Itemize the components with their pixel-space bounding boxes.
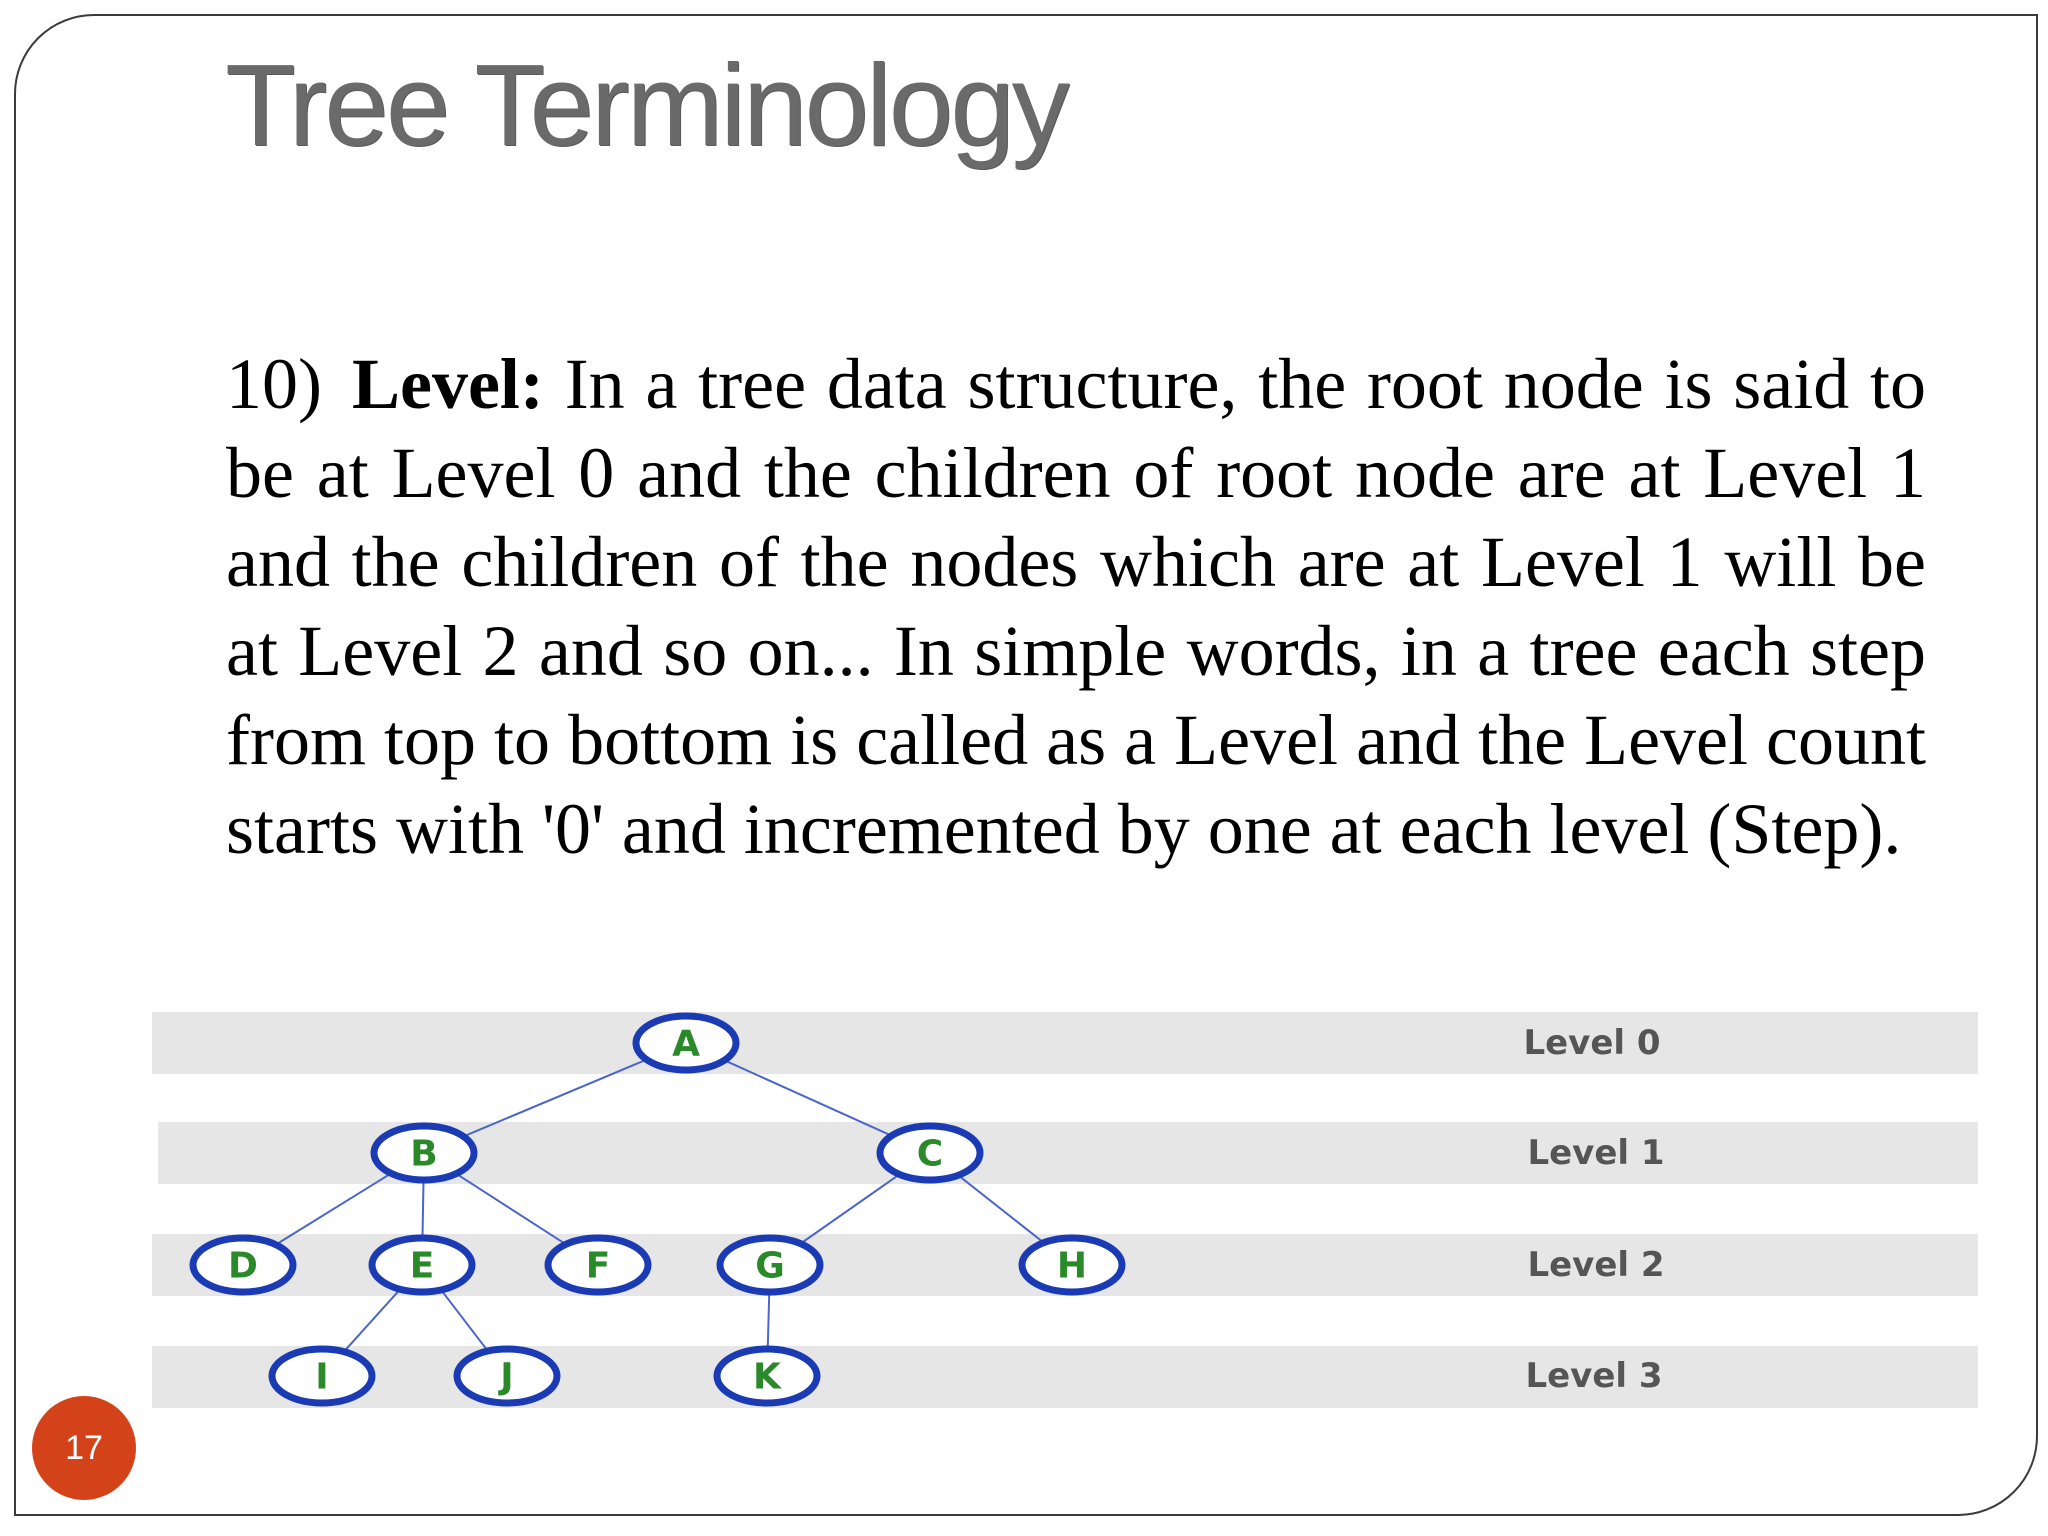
- node-label-e: E: [409, 1245, 435, 1287]
- edge-c-g: [801, 1174, 900, 1243]
- level-band-3: [152, 1346, 1978, 1408]
- tree-node-c: [880, 1126, 980, 1180]
- edge-b-d: [276, 1173, 391, 1244]
- tree-node-g: [720, 1238, 820, 1292]
- edge-g-k: [768, 1292, 770, 1349]
- page-number-badge: 17: [32, 1396, 136, 1500]
- level-label-1: Level 1: [1527, 1133, 1665, 1173]
- node-label-k: K: [753, 1356, 781, 1398]
- tree-node-j: [457, 1349, 557, 1403]
- tree-node-e: [372, 1238, 472, 1292]
- item-number: 10): [226, 344, 322, 424]
- edge-c-h: [958, 1175, 1044, 1242]
- edge-e-i: [344, 1289, 400, 1351]
- node-label-j: J: [500, 1356, 514, 1398]
- level-label-3: Level 3: [1525, 1356, 1663, 1396]
- edge-b-e: [422, 1180, 423, 1238]
- tree-node-b: [374, 1126, 474, 1180]
- tree-node-k: [717, 1349, 817, 1403]
- node-label-a: A: [672, 1023, 700, 1065]
- level-band-0: [152, 1012, 1978, 1074]
- node-label-h: H: [1056, 1245, 1088, 1287]
- node-label-d: D: [228, 1245, 258, 1287]
- node-label-g: G: [755, 1245, 785, 1287]
- tree-node-h: [1022, 1238, 1122, 1292]
- node-label-i: I: [315, 1356, 329, 1398]
- slide-title: Tree Terminology: [225, 40, 1067, 170]
- tree-node-f: [548, 1238, 648, 1292]
- tree-node-d: [193, 1238, 293, 1292]
- definition-text: In a tree data structure, the root node is said to be at Level 0 and the children of root node are at Level 1 and the children of the nodes which are at Level 1 will be at Level 2 and so on... In simple words, in a tree each step from top to bottom is called as a Level and the Level count starts with '0' and incremented by one at each level (Step).: [226, 344, 1927, 869]
- node-label-c: C: [916, 1133, 944, 1175]
- node-label-f: F: [585, 1245, 611, 1287]
- node-label-b: B: [410, 1133, 438, 1175]
- edge-b-f: [456, 1174, 566, 1245]
- edge-e-j: [441, 1290, 488, 1351]
- level-label-0: Level 0: [1523, 1023, 1661, 1063]
- tree-node-i: [272, 1349, 372, 1403]
- level-label-2: Level 2: [1527, 1245, 1665, 1285]
- tree-node-a: [636, 1016, 736, 1070]
- term-label: Level:: [351, 344, 544, 424]
